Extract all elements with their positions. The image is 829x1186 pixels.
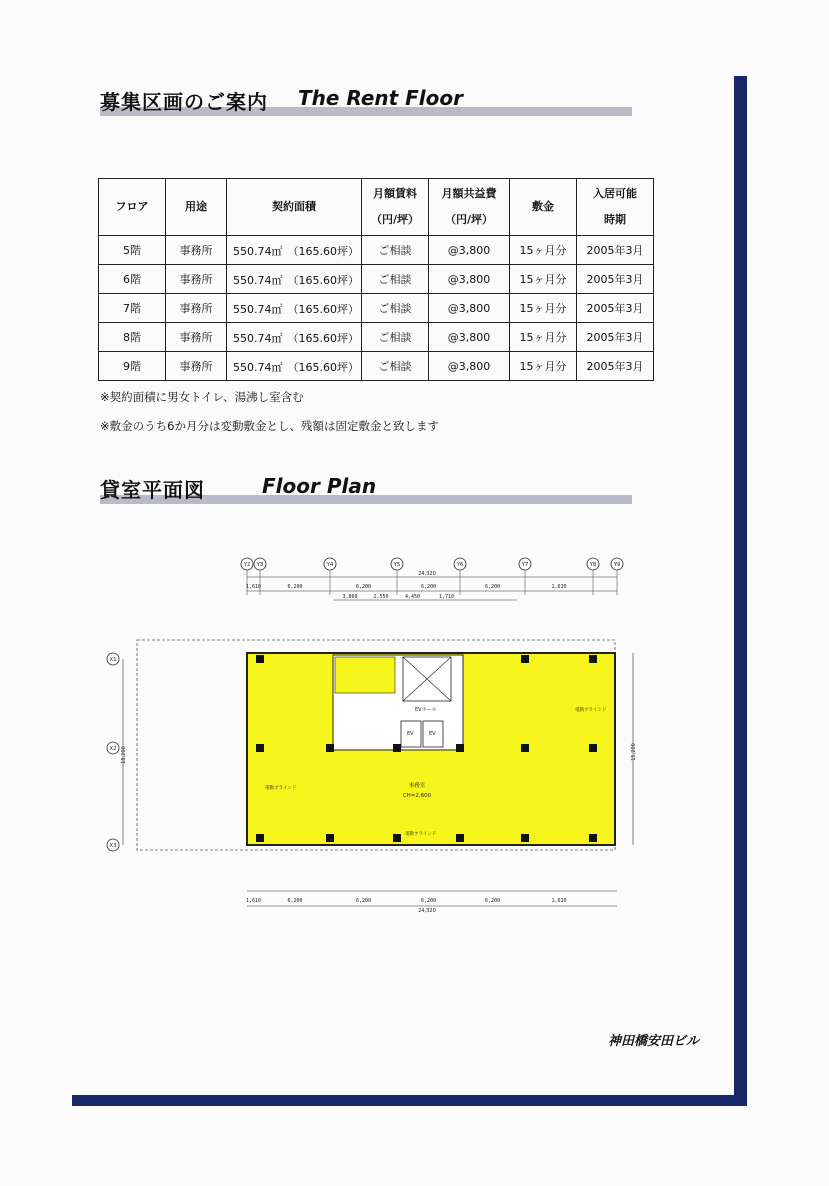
grid-marker-label: Y9 <box>613 562 621 568</box>
cell-floor: 8階 <box>99 323 166 352</box>
col-deposit-header: 敷金 <box>510 179 577 236</box>
dim-label: 2,550 <box>373 594 389 600</box>
structural-column <box>521 744 529 752</box>
cell-rent: ご相談 <box>362 352 429 381</box>
cell-deposit: 15ヶ月分 <box>510 265 577 294</box>
structural-column <box>326 834 334 842</box>
cell-area <box>227 265 362 294</box>
cell-use: 事務所 <box>166 294 227 323</box>
area-m2: 550.74㎡ <box>233 245 283 258</box>
grid-marker-label: Y5 <box>393 562 401 568</box>
cell-floor: 9階 <box>99 352 166 381</box>
table-row <box>99 323 654 352</box>
area-tsubo: （165.60坪） <box>287 303 359 316</box>
dim-label: 6,200 <box>484 898 501 904</box>
floor-plan-drawing <box>105 555 665 920</box>
cell-common: @3,800 <box>429 294 510 323</box>
floor-plan-heading <box>100 468 640 508</box>
note-area: ※契約面積に男女トイレ、湯沸し室含む <box>100 390 304 404</box>
dim-label: 6,200 <box>355 898 372 904</box>
table-row <box>99 352 654 381</box>
cell-use: 事務所 <box>166 236 227 265</box>
cell-common: @3,800 <box>429 323 510 352</box>
total-height-right-label: 15,200 <box>631 743 637 761</box>
grid-marker-label: Y7 <box>521 562 529 568</box>
cell-area <box>227 294 362 323</box>
structural-column <box>256 655 264 663</box>
structural-column <box>326 744 334 752</box>
blind-label-right: 電動ブラインド <box>575 708 607 713</box>
cell-deposit: 15ヶ月分 <box>510 236 577 265</box>
area-tsubo: （165.60坪） <box>287 274 359 287</box>
structural-column <box>256 744 264 752</box>
structural-column <box>456 834 464 842</box>
heading-en: Floor Plan <box>262 474 377 498</box>
table-row <box>99 236 654 265</box>
cell-rent: ご相談 <box>362 236 429 265</box>
dim-label: 6,200 <box>287 584 303 590</box>
page-frame-bottom <box>72 1095 747 1106</box>
cell-area <box>227 236 362 265</box>
dim-label: 1,610 <box>245 898 262 904</box>
dim-label: 6,200 <box>484 584 501 590</box>
grid-marker-label: X1 <box>109 657 117 663</box>
cell-available: 2005年3月 <box>577 236 654 265</box>
dim-label: 6,200 <box>287 898 303 904</box>
cell-deposit: 15ヶ月分 <box>510 294 577 323</box>
area-m2: 550.74㎡ <box>233 361 283 374</box>
cell-available: 2005年3月 <box>577 265 654 294</box>
table-row <box>99 265 654 294</box>
building-name: 神田橋安田ビル <box>607 1034 699 1049</box>
heading-jp: 貸室平面図 <box>100 478 205 502</box>
rent-table <box>98 178 654 381</box>
page-frame-right <box>734 76 747 1106</box>
cell-floor: 7階 <box>99 294 166 323</box>
area-tsubo: （165.60坪） <box>287 332 359 345</box>
col-floor-header: フロア <box>99 179 166 236</box>
cell-available: 2005年3月 <box>577 294 654 323</box>
structural-column <box>393 744 401 752</box>
table-row <box>99 294 654 323</box>
area-tsubo: （165.60坪） <box>287 245 359 258</box>
cell-use: 事務所 <box>166 265 227 294</box>
total-height-label: 18,200 <box>121 746 127 764</box>
cell-use: 事務所 <box>166 323 227 352</box>
grid-marker-label: X3 <box>109 843 117 849</box>
ceiling-label: CH=2,600 <box>402 793 432 799</box>
structural-column <box>589 655 597 663</box>
grid-marker-label: Y8 <box>589 562 597 568</box>
dim-label: 4,450 <box>404 594 421 600</box>
toilets <box>335 657 395 693</box>
cell-available: 2005年3月 <box>577 352 654 381</box>
cell-common: @3,800 <box>429 236 510 265</box>
area-m2: 550.74㎡ <box>233 303 283 316</box>
dim-label: 1,610 <box>551 584 567 590</box>
ev-label-2: EV <box>429 731 436 737</box>
cell-floor: 6階 <box>99 265 166 294</box>
total-width-bottom-label: 24,320 <box>418 908 436 914</box>
ev-hall-label: EVホール <box>415 707 437 713</box>
blind-label-bottom: 電動ブラインド <box>405 832 437 837</box>
cell-deposit: 15ヶ月分 <box>510 352 577 381</box>
cell-area <box>227 323 362 352</box>
cell-common: @3,800 <box>429 352 510 381</box>
structural-column <box>456 744 464 752</box>
dim-label: 1,710 <box>438 594 455 600</box>
note-deposit: ※敷金のうち6か月分は変動敷金とし、残額は固定敷金と致します <box>100 419 439 433</box>
structural-column <box>589 744 597 752</box>
rent-floor-heading <box>100 80 640 120</box>
structural-column <box>589 834 597 842</box>
table-header-row <box>99 179 654 236</box>
area-m2: 550.74㎡ <box>233 274 283 287</box>
cell-floor: 5階 <box>99 236 166 265</box>
dim-label: 6,200 <box>420 898 437 904</box>
structural-column <box>393 834 401 842</box>
dim-label: 6,200 <box>355 584 372 590</box>
col-available-header: 入居可能 時期 <box>577 179 654 236</box>
col-common-header: 月額共益費 （円/坪） <box>429 179 510 236</box>
area-tsubo: （165.60坪） <box>287 361 359 374</box>
dim-label: 3,860 <box>342 594 358 600</box>
cell-rent: ご相談 <box>362 294 429 323</box>
grid-marker-label: Y2 <box>243 562 251 568</box>
cell-available: 2005年3月 <box>577 323 654 352</box>
ev-label-1: EV <box>407 731 414 737</box>
col-area-header: 契約面積 <box>227 179 362 236</box>
structural-column <box>521 834 529 842</box>
dim-label: 1,610 <box>245 584 262 590</box>
structural-column <box>256 834 264 842</box>
col-rent-header: 月額賃料 （円/坪） <box>362 179 429 236</box>
total-width-label: 24,320 <box>418 571 436 577</box>
cell-common: @3,800 <box>429 265 510 294</box>
grid-marker-label: Y4 <box>326 562 334 568</box>
cell-area <box>227 352 362 381</box>
heading-en: The Rent Floor <box>298 86 463 110</box>
col-use-header: 用途 <box>166 179 227 236</box>
room-label: 事務室 <box>408 783 426 789</box>
blind-label-left: 電動ブラインド <box>265 786 297 791</box>
grid-marker-label: Y6 <box>456 562 464 568</box>
cell-rent: ご相談 <box>362 265 429 294</box>
structural-column <box>521 655 529 663</box>
grid-marker-label: Y3 <box>256 562 264 568</box>
dim-label: 6,200 <box>420 584 437 590</box>
heading-jp: 募集区画のご案内 <box>100 90 268 114</box>
area-m2: 550.74㎡ <box>233 332 283 345</box>
grid-marker-label: X2 <box>109 746 117 752</box>
dim-label: 1,610 <box>551 898 567 904</box>
cell-deposit: 15ヶ月分 <box>510 323 577 352</box>
cell-rent: ご相談 <box>362 323 429 352</box>
cell-use: 事務所 <box>166 352 227 381</box>
